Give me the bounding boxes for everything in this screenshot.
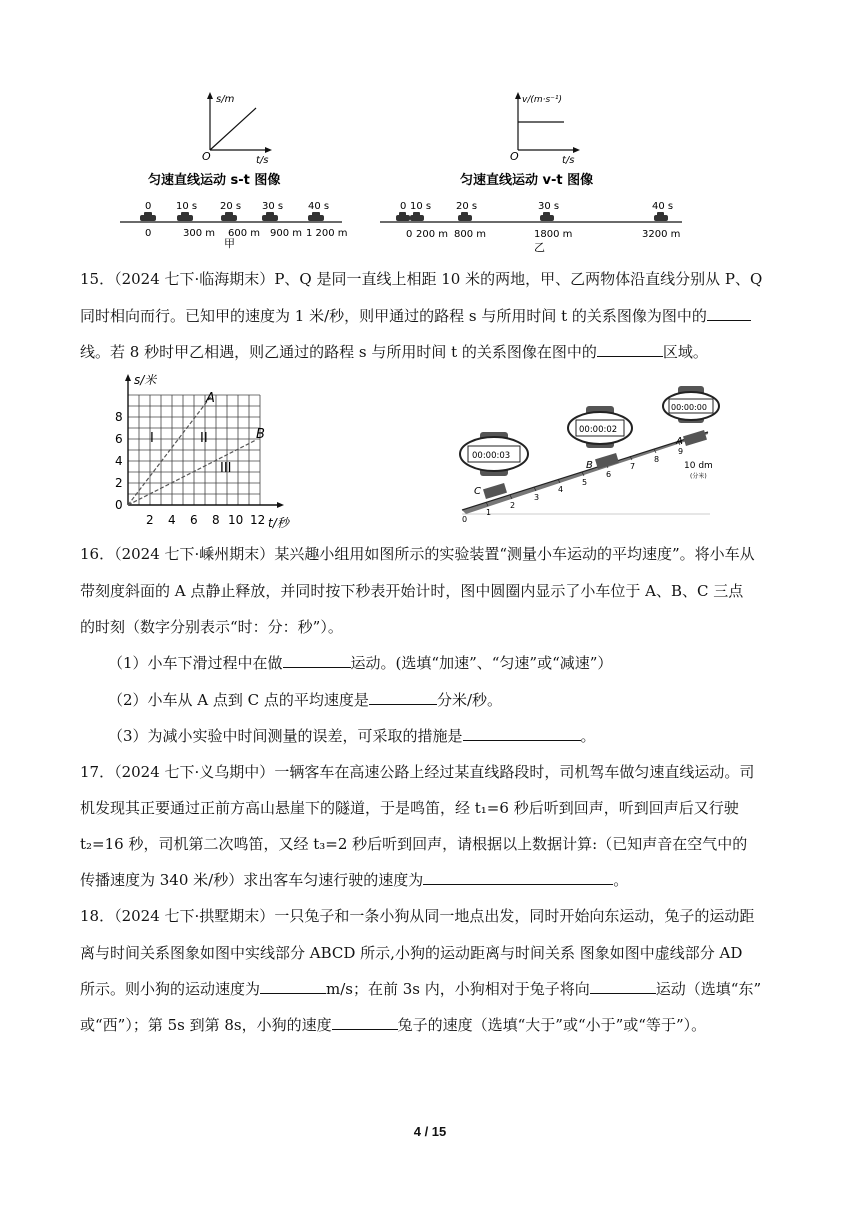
car-icon <box>410 212 424 221</box>
q18-number: 18． <box>80 907 115 925</box>
q17-line1: 一辆客车在高速公路上经过某直线路段时，司机驾车做匀速直线运动。司 <box>274 763 755 781</box>
top-figure <box>110 88 710 260</box>
incline-figure <box>456 382 726 528</box>
car-icon <box>396 212 410 221</box>
jia-dist-3: 900 m <box>270 228 303 239</box>
yi-dist-3: 1800 m <box>534 229 573 240</box>
q16-source: （2024 七下·嵊州期末） <box>114 545 275 563</box>
yi-time-4: 40 s <box>652 201 674 212</box>
yi-time-1: 10 s <box>410 201 432 212</box>
timer-c: 00:00:03 <box>472 451 511 461</box>
jia-dist-4: 1 200 m <box>306 228 348 239</box>
q18-source: （2024 七下·拱墅期末） <box>114 907 275 925</box>
q15-blank-2[interactable] <box>597 341 663 357</box>
vt-caption: 匀速直线运动 v-t 图像 <box>460 173 594 188</box>
st-line <box>210 108 256 150</box>
q16-sub2a: （2）小车从 A 点到 C 点的平均速度是 <box>108 691 369 709</box>
st-x-label: t/s <box>256 155 269 166</box>
yi-dist-2: 800 m <box>454 229 487 240</box>
jia-dist-2: 600 m <box>228 228 261 239</box>
point-c: C <box>474 486 481 497</box>
ruler-3: 3 <box>534 493 540 502</box>
x-tick-12: 12 <box>250 513 266 527</box>
ruler-2: 2 <box>510 501 516 510</box>
ruler-0: 0 <box>462 515 468 524</box>
ruler-6: 6 <box>606 470 612 479</box>
vt-y-label: v/(m·s⁻¹) <box>522 95 563 105</box>
car-icon <box>140 212 156 221</box>
timer-a: 00:00:00 <box>671 403 707 412</box>
q15-line1: P、Q 是同一直线上相距 10 米的两地，甲、乙两物体沿直线分别从 P、Q <box>274 270 763 288</box>
st-caption: 匀速直线运动 s-t 图像 <box>148 173 281 188</box>
q18-line1: 一只兔子和一条小狗从同一地点出发，同时开始向东运动，兔子的运动距 <box>274 907 755 925</box>
y-tick-2: 2 <box>115 476 123 490</box>
stopwatch-b-icon <box>568 406 632 448</box>
q18-line3a: 所示。则小狗的运动速度为 <box>80 980 261 998</box>
q15-line3b: 区域。 <box>662 343 708 361</box>
jia-label: 甲 <box>224 237 235 250</box>
motion-graphs-svg <box>110 88 710 260</box>
unit-label: 10 dm <box>684 461 713 471</box>
stopwatch-a-icon <box>663 386 719 423</box>
vt-x-label: t/s <box>562 155 575 166</box>
yi-track <box>380 201 682 254</box>
q16-sub1a: （1）小车下滑过程中在做 <box>108 654 283 672</box>
ruler-4: 4 <box>558 485 564 494</box>
graph-15-x-label: t/秒 <box>268 516 289 530</box>
st-y-label: s/m <box>216 94 235 105</box>
car-icon <box>458 212 472 221</box>
q18-line3c: 运动（选填“东” <box>655 980 762 998</box>
graph-15 <box>108 372 308 532</box>
yi-dist-0: 0 <box>406 229 413 240</box>
q16-number: 16． <box>80 545 115 563</box>
line-a-label: A <box>206 391 215 406</box>
q18-blank-2[interactable] <box>590 978 656 994</box>
car-icon <box>262 212 278 221</box>
q18-blank-1[interactable] <box>260 978 326 994</box>
x-tick-10: 10 <box>228 513 244 527</box>
unit-sub: (分米) <box>690 473 707 480</box>
q16-sub1b: 运动。(选填“加速”、“匀速”或“减速”） <box>350 654 613 672</box>
region-i: I <box>150 431 154 446</box>
page-number: 4 / 15 <box>413 1124 447 1139</box>
graph-15-svg <box>108 372 308 532</box>
q15-number: 15． <box>80 270 115 288</box>
q16-blank-1[interactable] <box>283 652 351 668</box>
ruler-9: 9 <box>678 447 684 456</box>
timer-b: 00:00:02 <box>579 425 618 435</box>
cart-a-icon <box>683 430 707 446</box>
point-a: A <box>676 436 683 447</box>
q16-blank-2[interactable] <box>369 689 437 705</box>
yi-time-3: 30 s <box>538 201 560 212</box>
q16-sub3b: 。 <box>580 727 596 745</box>
yi-time-2: 20 s <box>456 201 478 212</box>
q17-number: 17． <box>80 763 115 781</box>
graph-15-y-label: s/米 <box>134 373 157 387</box>
q16-sub3a: （3）为减小实验中时间测量的误差，可采取的措施是 <box>108 727 463 745</box>
q16-blank-3[interactable] <box>463 725 581 741</box>
ruler-8: 8 <box>654 455 660 464</box>
q15-line3a: 线。若 8 秒时甲乙相遇，则乙通过的路程 s 与所用时间 t 的关系图像在图中的 <box>80 343 597 361</box>
q16-sub2b: 分米/秒。 <box>436 691 502 709</box>
q18-line2: 离与时间关系图象如图中实线部分 ABCD 所示,小狗的运动距离与时间关系 图象如图中虚线部分 AD <box>80 944 743 962</box>
q18-line3b: m/s；在前 3s 内，小狗相对于兔子将向 <box>326 980 590 998</box>
jia-dist-1: 300 m <box>183 228 216 239</box>
yi-time-0: 0 <box>400 201 407 212</box>
vt-graph <box>460 92 593 188</box>
jia-time-2: 20 s <box>220 201 242 212</box>
ruler-5: 5 <box>582 478 588 487</box>
q16-line2: 带刻度斜面的 A 点静止释放，并同时按下秒表开始计时，图中圆圈内显示了小车位于 A、B、C 三点 <box>80 582 744 600</box>
x-tick-4: 4 <box>168 513 176 527</box>
st-graph <box>148 92 280 188</box>
q18-blank-3[interactable] <box>332 1014 398 1030</box>
car-icon <box>308 212 324 221</box>
q16-line3: 的时刻（数字分别表示“时：分：秒”）。 <box>80 618 343 636</box>
q15-line2: 同时相向而行。已知甲的速度为 1 米/秒，则甲通过的路程 s 与所用时间 t 的关系图像为图中的 <box>80 307 707 325</box>
x-tick-6: 6 <box>190 513 198 527</box>
q17-line4a: 传播速度为 340 米/秒）求出客车匀速行驶的速度为 <box>80 871 424 889</box>
region-iii: III <box>220 461 232 476</box>
jia-time-4: 40 s <box>308 201 330 212</box>
incline-svg <box>456 382 726 528</box>
q16-line1: 某兴趣小组用如图所示的实验装置“测量小车运动的平均速度”。将小车从 <box>274 545 755 563</box>
yi-label: 乙 <box>534 241 545 254</box>
car-icon <box>177 212 193 221</box>
st-origin: O <box>202 150 211 163</box>
yi-dist-4: 3200 m <box>642 229 681 240</box>
jia-dist-0: 0 <box>145 228 152 239</box>
q15-blank-1[interactable] <box>707 305 751 321</box>
x-tick-8: 8 <box>212 513 220 527</box>
q17-line4b: 。 <box>613 871 629 889</box>
vt-origin: O <box>510 150 519 163</box>
graph-15-grid <box>128 395 260 505</box>
q15-source: （2024 七下·临海期末） <box>114 270 275 288</box>
y-tick-0: 0 <box>115 498 123 512</box>
ruler-7: 7 <box>630 462 636 471</box>
q17-source: （2024 七下·义乌期中） <box>114 763 275 781</box>
car-icon <box>540 212 554 221</box>
q17-blank-1[interactable] <box>423 869 613 885</box>
y-tick-8: 8 <box>115 410 123 424</box>
y-tick-6: 6 <box>115 432 123 446</box>
point-b: B <box>586 460 593 471</box>
line-b-label: B <box>256 427 265 442</box>
stopwatch-c-icon <box>460 432 528 476</box>
jia-track <box>120 201 348 250</box>
car-icon <box>654 212 668 221</box>
y-tick-4: 4 <box>115 454 123 468</box>
jia-time-1: 10 s <box>176 201 198 212</box>
region-ii: II <box>200 431 208 446</box>
q18-line4a: 或“西”）；第 5s 到第 8s，小狗的速度 <box>80 1016 332 1034</box>
q17-line2: 机发现其正要通过正前方高山悬崖下的隧道，于是鸣笛，经 t₁=6 秒后听到回声，听到回声后又行驶 <box>80 799 739 817</box>
q18-line4b: 兔子的速度（选填“大于”或“小于”或“等于”）。 <box>397 1016 707 1034</box>
jia-time-3: 30 s <box>262 201 284 212</box>
yi-dist-1: 200 m <box>416 229 449 240</box>
q17-line3: t₂=16 秒，司机第二次鸣笛，又经 t₃=2 秒后听到回声，请根据以上数据计算:（已知声音在空气中的 <box>80 835 748 853</box>
car-icon <box>221 212 237 221</box>
ruler-1: 1 <box>486 508 492 517</box>
x-tick-2: 2 <box>146 513 154 527</box>
jia-time-0: 0 <box>145 201 152 212</box>
